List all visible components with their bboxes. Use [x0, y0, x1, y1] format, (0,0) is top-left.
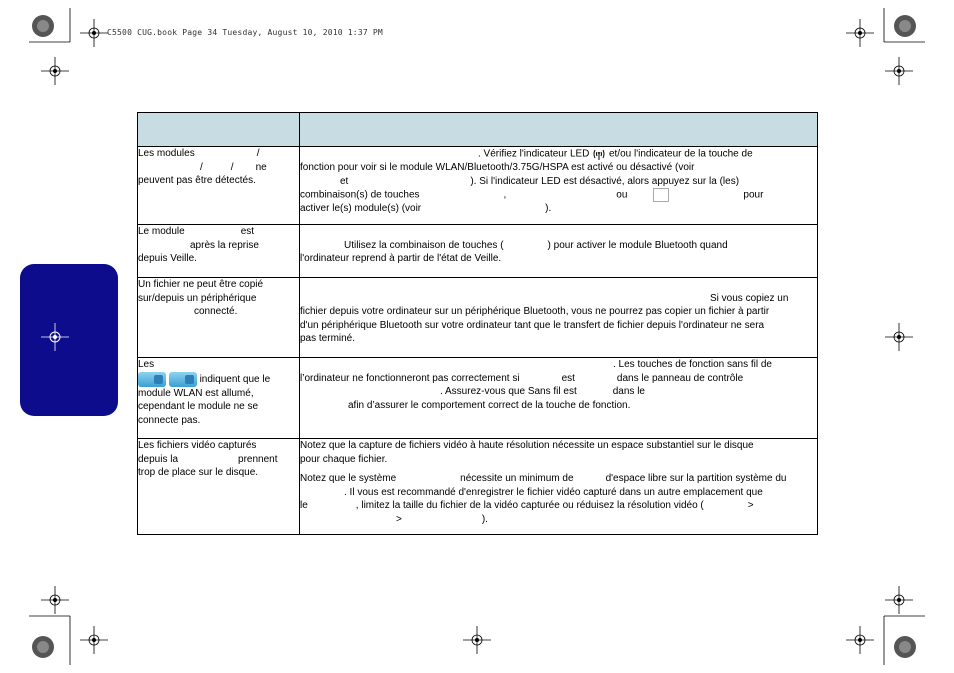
tab-crosshair-mark — [40, 322, 70, 352]
problem-cell: Les indiquent que le module WLAN est allumé, cependant le module ne se connecte pas. — [138, 358, 300, 439]
table-row — [138, 439, 818, 535]
wireless-led-icon — [592, 147, 606, 161]
solution-cell: Si vous copiez un fichier depuis votre ordinateur sur un périphérique Bluetooth, vous ne pourrez pas copier un fichier à partir d'un périphérique Bluetooth sur votre ordinateur tant que le transfert de fichier depuis l'ordinateur ne sera pas terminé. — [300, 278, 818, 358]
solution-header-cell — [300, 113, 818, 147]
table-row — [138, 278, 818, 358]
problem-cell: Un fichier ne peut être copié sur/depuis un périphérique connecté. — [138, 278, 300, 358]
table-header-row — [138, 113, 818, 147]
wlan-on-icon — [138, 372, 166, 387]
solution-cell: Notez que la capture de fichiers vidéo à haute résolution nécessite un espace substantiel sur le disque pour chaque fichier. Notez que le système nécessite un minimum de d'espace libre sur la partition système du . Il vous est recommandé d'enregistrer le fichier vidéo capturé dans un autre emplacement que le , limitez la taille du fichier de la vidéo capturée ou réduisez la résolution vidéo ( > > ). — [300, 439, 818, 535]
problem-cell: Le module est après la reprise depuis Veille. — [138, 225, 300, 278]
troubleshooting-table — [137, 112, 818, 535]
problem-cell: Les modules / / / ne peuvent pas être détectés. — [138, 147, 300, 225]
solution-cell: Utilisez la combinaison de touches ( ) pour activer le module Bluetooth quand l'ordinateur reprend à partir de l'état de Veille. — [300, 225, 818, 278]
solution-cell: . Vérifiez l'indicateur LED et/ou l'indicateur de la touche de fonction pour voir si le module WLAN/Bluetooth/3.75G/HSPA est activé ou désactivé (voir et ). Si l'indicateur LED est désactivé, alors appuyez sur la (les) combinaison(s) de touches , ou pour activer le(s) module(s) (voir ). — [300, 147, 818, 225]
book-header-line: C5500 CUG.book Page 34 Tuesday, August 10, 2010 1:37 PM — [107, 28, 383, 37]
table-row — [138, 147, 818, 225]
table-row — [138, 225, 818, 278]
problem-header-cell — [138, 113, 300, 147]
table-row — [138, 358, 818, 439]
function-key-icon — [653, 188, 669, 202]
problem-cell: Les fichiers vidéo capturés depuis la prennent trop de place sur le disque. — [138, 439, 300, 535]
wlan-on-icon — [169, 372, 197, 387]
solution-cell: . Les touches de fonction sans fil de l’ordinateur ne fonctionneront pas correctement si est dans le panneau de contrôle . Assurez-vous que Sans fil est dans le afin d’assurer le comportement correct de la touche de fonction. — [300, 358, 818, 439]
